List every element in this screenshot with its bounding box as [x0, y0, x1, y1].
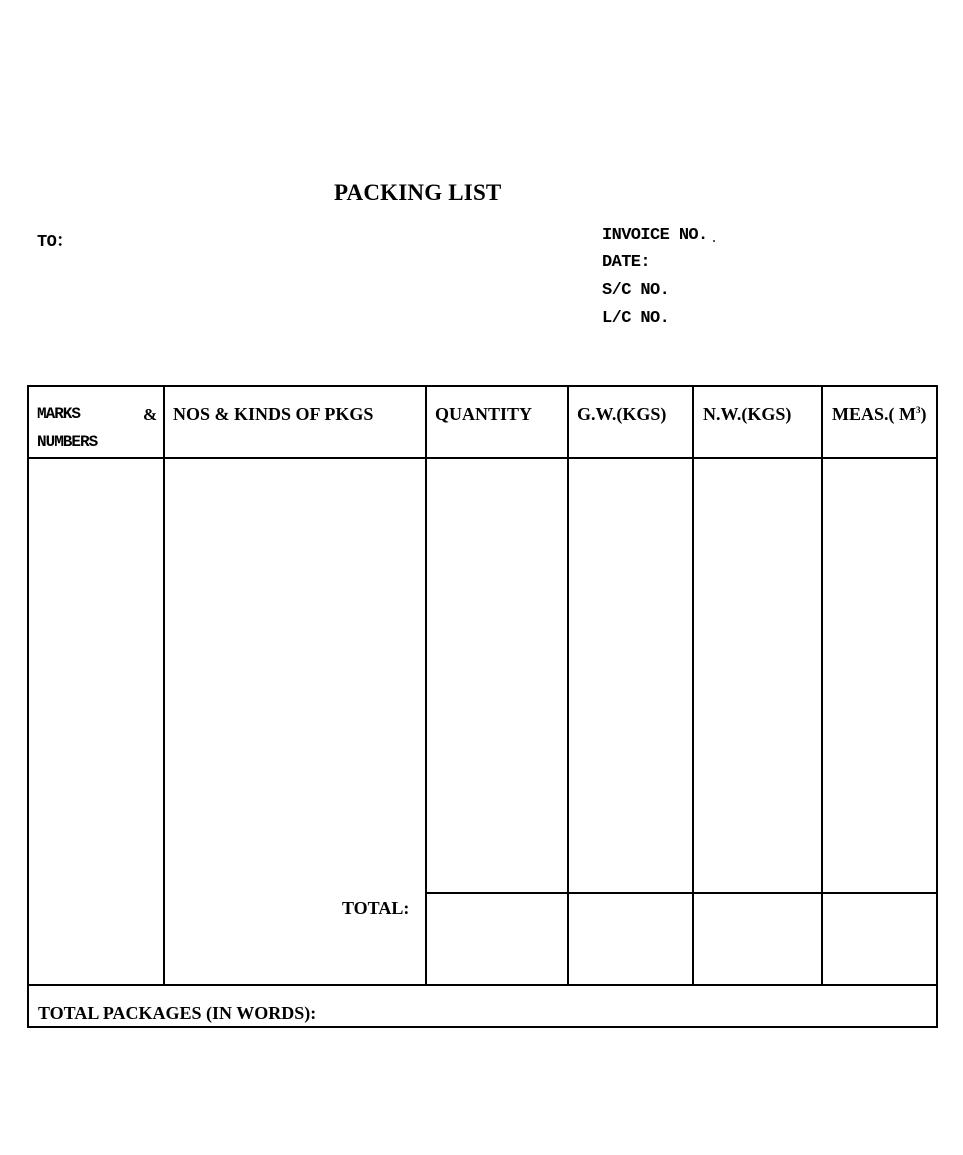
meas-suffix: )	[920, 404, 927, 424]
total-label: TOTAL:	[342, 898, 410, 918]
col-divider-3	[567, 385, 569, 986]
column-header-marks-amp: &	[143, 405, 158, 424]
col-divider-5	[821, 385, 823, 986]
column-header-meas	[832, 404, 927, 425]
sc-no-label: S/C NO.	[602, 281, 670, 300]
col-divider-2	[425, 385, 427, 986]
column-header-numbers: NUMBERS	[37, 433, 98, 451]
column-header-nw: N.W.(KGS)	[703, 404, 792, 424]
page-title: PACKING LIST	[334, 180, 502, 205]
column-header-gw: G.W.(KGS)	[577, 404, 667, 424]
column-header-quantity: QUANTITY	[435, 404, 533, 424]
col-divider-4	[692, 385, 694, 986]
table-border-right	[936, 385, 938, 1028]
column-header-nos-kinds: NOS & KINDS OF PKGS	[173, 404, 374, 424]
invoice-no-label: INVOICE NO.	[602, 226, 708, 245]
table-border-bottom	[27, 1026, 938, 1028]
total-packages-label: TOTAL PACKAGES (IN WORDS):	[38, 1003, 317, 1023]
meas-prefix: MEAS.( M	[832, 404, 916, 424]
lc-no-label: L/C NO.	[602, 309, 670, 328]
date-label: DATE:	[602, 253, 651, 272]
total-row-divider	[426, 892, 938, 894]
to-label: TO：	[37, 233, 73, 252]
meas-superscript: 3	[916, 405, 921, 415]
column-header-marks: MARKS	[37, 405, 81, 423]
table-border-left	[27, 385, 29, 1028]
col-divider-1	[163, 385, 165, 986]
